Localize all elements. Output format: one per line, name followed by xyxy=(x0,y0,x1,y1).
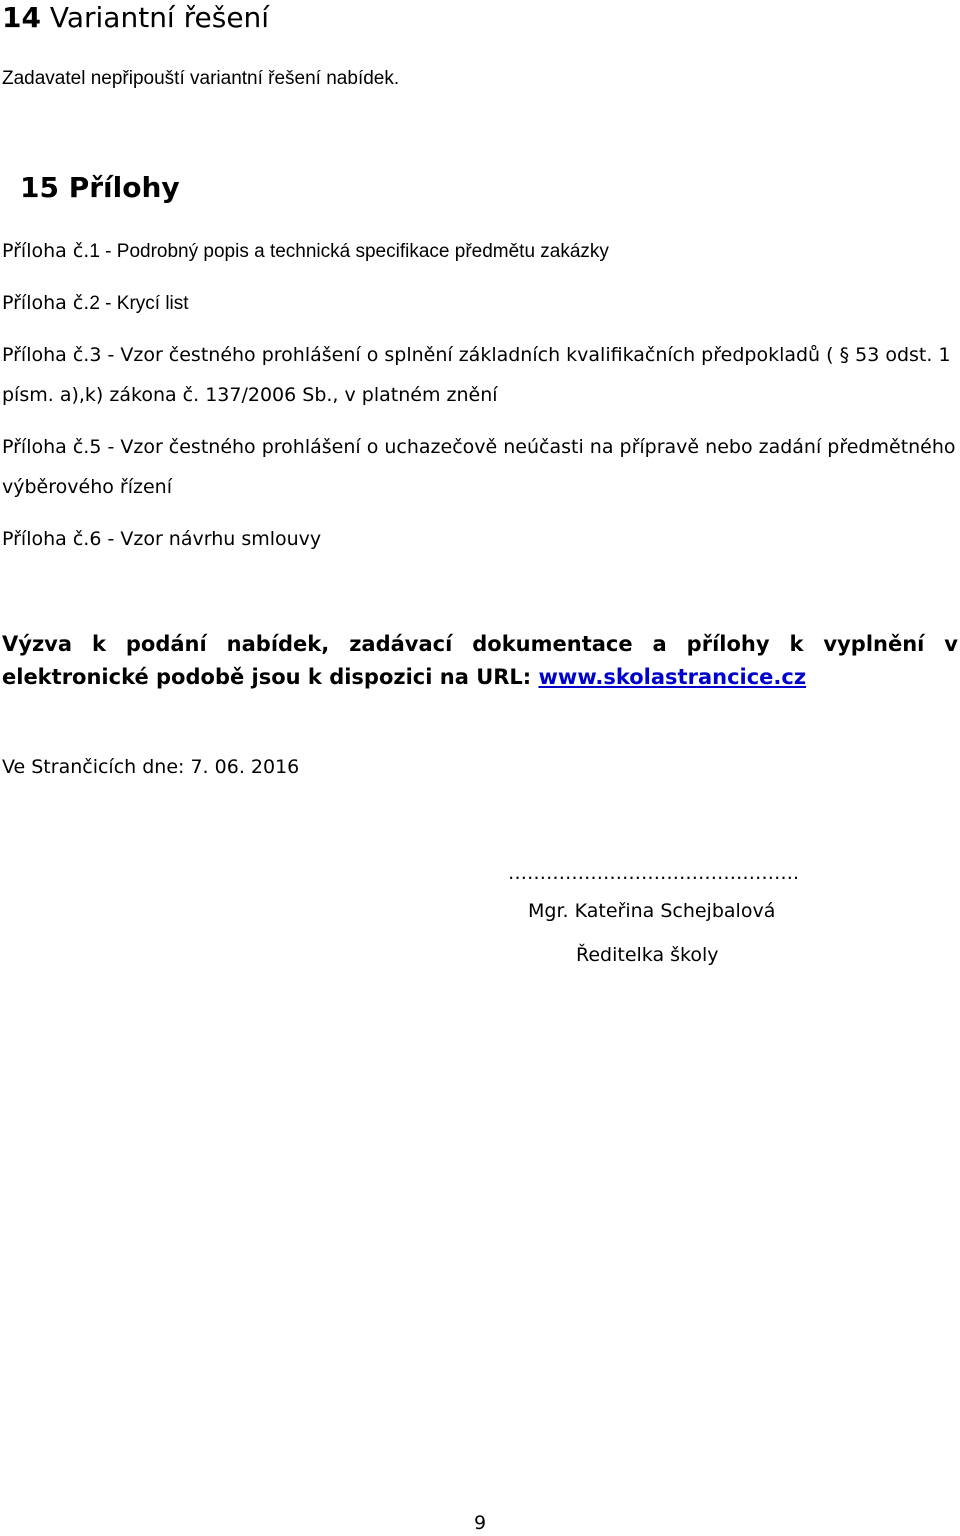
attachment-prefix: Příloha č. xyxy=(2,436,90,458)
page-number: 9 xyxy=(473,1512,487,1534)
attachment-prefix: Příloha č. xyxy=(2,344,90,366)
attachment-text: 6 - Vzor návrhu smlouvy xyxy=(89,528,322,550)
section-15-heading: 15 Přílohy xyxy=(20,171,180,204)
variant-text: Zadavatel nepřipouští variantní řešení nabídek. xyxy=(2,68,400,89)
attachment-text: 1 - Podrobný popis a technická specifikace předmětu zakázky xyxy=(89,241,609,262)
signature-dots: ………………………………………. xyxy=(508,862,800,884)
attachment-1 xyxy=(2,238,609,265)
signatory-name: Mgr. Kateřina Schejbalová xyxy=(528,900,776,922)
attachment-5 xyxy=(2,434,956,460)
attachment-text: 5 - Vzor čestného prohlášení o uchazečově neúčasti na přípravě nebo zadání předmětného xyxy=(89,436,956,458)
notice-text: Výzva k podání nabídek, zadávací dokumentace a přílohy k vyplnění v elektronické podobě jsou k dispozici na URL: xyxy=(2,632,958,689)
attachment-3-continued: písm. a),k) zákona č. 137/2006 Sb., v platném znění xyxy=(2,384,498,406)
section-14-heading xyxy=(2,0,269,36)
attachment-text: 3 - Vzor čestného prohlášení o splnění základních kvalifikačních předpokladů ( § 53 odst. 1 xyxy=(89,344,951,366)
attachment-2 xyxy=(2,290,189,317)
attachment-prefix: Příloha č. xyxy=(2,528,90,550)
section-number: 14 xyxy=(2,1,41,34)
attachment-5-continued: výběrového řízení xyxy=(2,476,172,498)
attachment-prefix: Příloha č. xyxy=(2,292,90,314)
attachment-6 xyxy=(2,526,321,552)
section-title: Variantní řešení xyxy=(49,1,270,34)
attachment-prefix: Příloha č. xyxy=(2,240,90,262)
website-link[interactable]: www.skolastrancice.cz xyxy=(538,665,807,689)
date-line: Ve Strančicích dne: 7. 06. 2016 xyxy=(2,756,300,778)
attachment-text: 2 - Krycí list xyxy=(89,293,189,314)
signatory-role: Ředitelka školy xyxy=(576,944,719,966)
attachment-3 xyxy=(2,342,951,368)
notice-paragraph xyxy=(2,628,958,694)
